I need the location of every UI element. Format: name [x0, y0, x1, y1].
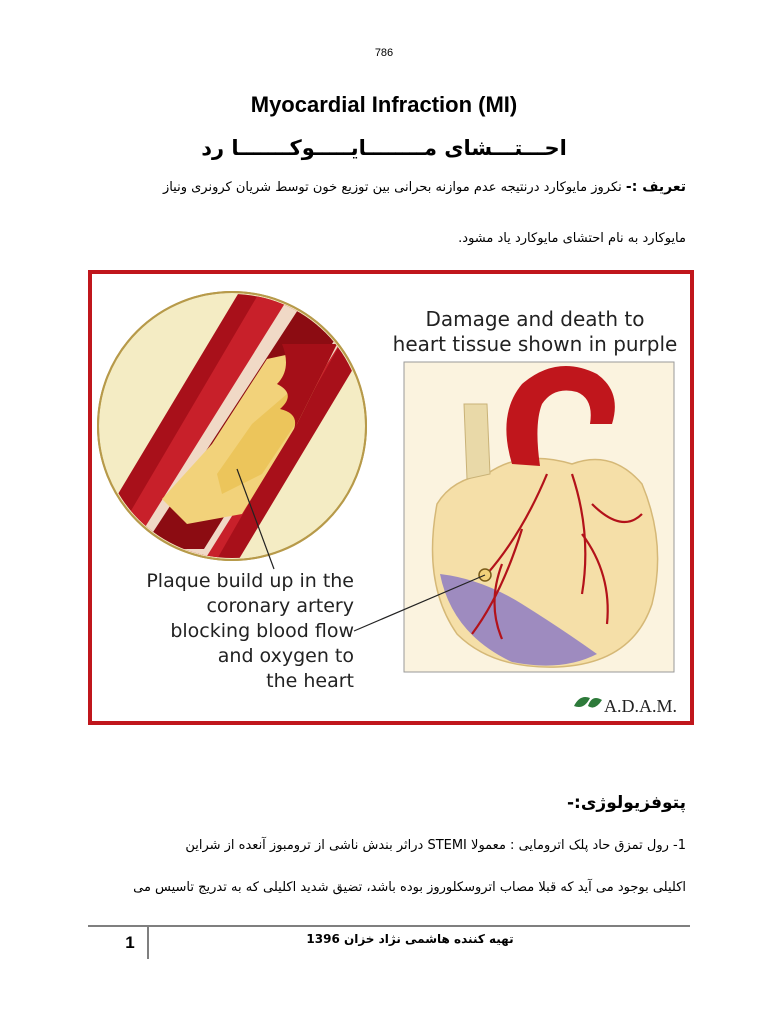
- title-persian: احـــتـــشای مــــــــایـــــوکـــــــا رد: [201, 136, 567, 160]
- caption-left-5: the heart: [266, 670, 354, 692]
- definition-line-2: مایوکارد به نام احتشای مایوکارد یاد مشود.: [458, 231, 686, 246]
- caption-left-1: Plaque build up in the: [146, 570, 354, 592]
- illustration-canvas: [92, 274, 690, 721]
- pathophysiology-line-2: اکلیلی بوجود می آید که قبلا مصاب اتروسکلوروز بوده باشد، تضیق شدید اکلیلی که به تدریج تاسیس می: [133, 880, 686, 895]
- title-english: Myocardial Infraction (MI): [250, 92, 518, 117]
- caption-left-2: coronary artery: [206, 595, 354, 617]
- definition-keyword: تعریف :-: [625, 179, 686, 195]
- caption-top-1: Damage and death to: [425, 307, 645, 331]
- footer-rule: [88, 925, 690, 927]
- adam-logo-text: A.D.A.M.: [604, 696, 678, 716]
- caption-top-2: heart tissue shown in purple: [392, 332, 678, 356]
- pathophysiology-heading: پتوفزیولوژی:-: [567, 793, 686, 813]
- pathophysiology-line-1: 1- رول تمزق حاد پلک اترومایی : معمولا STEMI دراثر بندش ناشی از ترومبوز آنعده از شراین: [185, 838, 686, 853]
- caption-left-4: and oxygen to: [217, 645, 354, 667]
- footer-author: تهیه کننده هاشمی نژاد خزان 1396: [306, 932, 514, 946]
- footer-page-number: 1: [125, 933, 135, 952]
- mi-illustration: [88, 270, 694, 725]
- page-number: 786: [374, 47, 394, 59]
- artery-magnified-view: [92, 274, 422, 604]
- definition-line-1: [66, 179, 686, 195]
- adam-logo: [574, 696, 677, 716]
- caption-left-3: blocking blood flow: [170, 620, 354, 642]
- footer-divider: [147, 926, 149, 959]
- definition-text-1: نکروز مایوکارد درنتیجه عدم موازنه بحرانی بین توزیع خون توسط شریان کرونری ونیاز: [162, 180, 622, 195]
- heart-panel: [404, 362, 674, 672]
